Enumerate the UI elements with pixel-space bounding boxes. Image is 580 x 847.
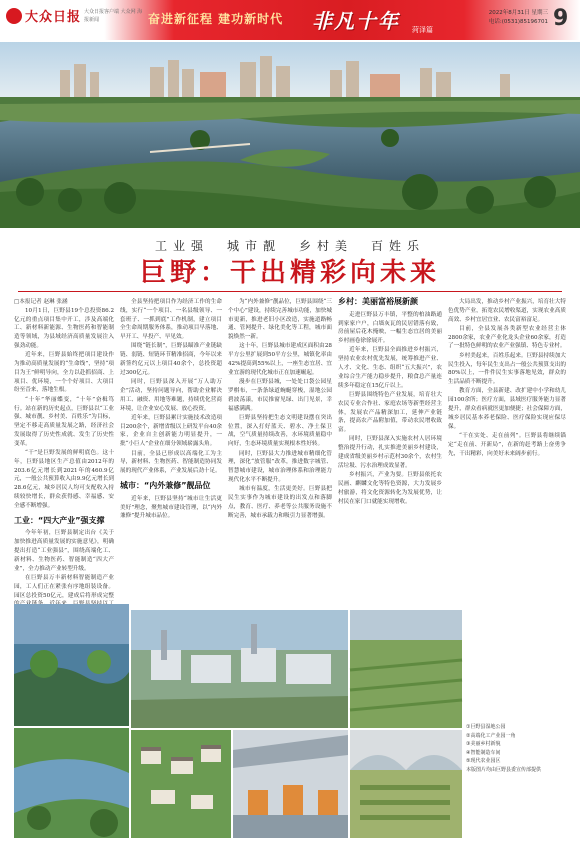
- photo-industrial-park: [131, 610, 348, 728]
- paragraph: 走进巨野县万丰镇，平整的柏油路通到家家户户，白墙灰瓦的民居错落有致，房前屋后花木掩映，一幅生态宜居的美丽乡村画卷徐徐展开。: [338, 311, 442, 345]
- newspaper-logo: [6, 6, 81, 25]
- slogan-big: 非凡十年: [312, 9, 400, 33]
- paragraph: 今年年初，巨野县制定出台《关于加快推进高质量发展的实施意见》，明确提出打造“工业强县”，围绕高端化工、新材料、生物医药、智能制造“四大产业”，全力推动产业转型升级。: [14, 530, 114, 572]
- article-column-2: [120, 298, 222, 598]
- page-info: [452, 9, 548, 27]
- park-image: [14, 728, 129, 838]
- section-subhead: 城市：“内外兼修”靓品位: [120, 480, 211, 490]
- photo-wetland: [14, 604, 129, 726]
- paragraph: 为“内外兼修”靓品位，巨野县围绕“三个中心”建设，持续完善城市功能，加快城市更新，推进老旧小区改造，实施道路畅通、管网提升、绿化美化等工程，城市面貌焕然一新。: [228, 299, 332, 341]
- section-subhead: 工业：“四大产业”强支撑: [14, 515, 105, 525]
- paragraph: 城市有温度，生活更美好。巨野县把民生实事作为城市建设的出发点和落脚点，教育、医疗、养老等公共服务设施不断完善，城市承载力和吸引力显著增强。: [228, 486, 332, 519]
- caption: ③美丽乡村新貌: [466, 741, 501, 748]
- paragraph: 乡村美起来，百姓乐起来。巨野县持续加大民生投入，每年民生支出占一般公共预算支出的80%以上，一件件民生实事落地见效，群众的生活品质不断提升。: [448, 352, 566, 386]
- paragraph: “干”是巨野发展的鲜明底色。这十年，巨野县地区生产总值由2012年的203.6亿元增长到2021年的460.9亿元，一般公共预算收入由9.9亿元增长到28.6亿元，城乡居民人均可支配收入持续较快增长，群众获得感、幸福感、安全感不断增强。: [14, 450, 114, 509]
- article-column-1: [14, 298, 114, 598]
- paragraph: 目前，全县已形成以高端化工为主导，新材料、生物医药、智能制造协同发展的现代产业体系，产业发展后劲十足。: [120, 450, 222, 475]
- paragraph: 近年来，巨野县全面推进乡村振兴，坚持农业农村优先发展，统筹推进产业、人才、文化、生态、组织“五大振兴”，农业综合生产能力稳步提升，粮食总产量连续多年稳定在15亿斤以上。: [338, 347, 442, 389]
- industrial-park-image: [131, 610, 348, 728]
- greenhouse-image: [350, 730, 462, 838]
- paragraph: 在巨野县万丰新材料智能制造产业园，工人们正在紧张有序地组装设备。园区总投资50亿元，建成后将形成完整: [14, 574, 114, 599]
- byline: □本报记者 赵琳 张涵: [14, 299, 68, 305]
- paragraph: “干在实处、走在前列”。巨野县将继续锚定“走在前、开新局”，在新的赶考路上奋勇争先，干出精彩，向美好未来阔步前行。: [448, 432, 566, 457]
- article-column-3: [228, 298, 332, 598]
- article-column-4: [338, 298, 442, 598]
- logo-icon: [6, 8, 22, 24]
- section-subhead: 乡村：美丽富裕展新颜: [338, 297, 418, 306]
- paragraph: 巨野县坚持把生态文明建设摆在突出位置，深入打好蓝天、碧水、净土保卫战，空气质量持续改善，水环境质量稳中向好，生态环境质量实现根本性好转。: [228, 414, 332, 448]
- photo-workshop: [233, 730, 348, 838]
- paragraph: 同时，巨野县深入实施农村人居环境整治提升行动，扎实推进美丽乡村建设，建成省级美丽乡村示范村30余个，农村生活垃圾、污水治理成效显著。: [338, 436, 442, 469]
- headline-rule: [18, 291, 562, 292]
- photo-park: [14, 728, 129, 838]
- page-number: 9: [553, 6, 569, 31]
- article-headline: 巨野：干出精彩向未来: [139, 258, 440, 288]
- paragraph: 近年来，巨野县坚持“城市让生活更美好”理念，聚焦城市建设管理，以“内外兼修”提升城市品位。: [120, 495, 222, 520]
- caption: ⑤现代农业园区: [466, 758, 501, 765]
- caption: ②高端化工产业园一角: [466, 732, 516, 739]
- photo-village: [131, 730, 231, 838]
- logo-text: 大众日报: [25, 10, 82, 25]
- paragraph: “十年”华丽蝶变，“十年”奋楫笃行。站在新的历史起点，巨野县以“工业强、城市靓、乡村美、百姓乐”为目标，坚定不移走高质量发展之路，经济社会发展取得了历史性成就、发生了历史性变革。: [14, 396, 114, 447]
- photo-farm: [350, 610, 462, 728]
- sub-logo: 大众日报客户端 大众网 海报新闻: [84, 9, 143, 23]
- wetland-image: [14, 604, 129, 726]
- masthead: [0, 0, 580, 40]
- hero-photo: [0, 42, 580, 228]
- paragraph: 同时，巨野县深入开展“万人助万企”活动，坚持问题导向，帮助企业解决用工、融资、用地等难题，持续优化营商环境，让企业安心发展、放心投资。: [120, 379, 222, 412]
- paragraph: 教育方面，全县新建、改扩建中小学和幼儿园100余所；医疗方面，县域医疗服务能力显著提升，群众看病就医更加便捷；社会保障方面，城乡居民基本养老保险、医疗保险实现应保尽保。: [448, 388, 566, 430]
- phone: 电话:(0531)85196701: [488, 19, 548, 25]
- paragraph: 10月1日，巨野县19个总投资86.2亿元的重点项目集中开工，涉及高端化工、新材料新能源、生物医药和智能制造等领域，为县域经济高质量发展注入强劲动能。: [14, 307, 114, 349]
- photo-greenhouse: [350, 730, 462, 838]
- village-image: [131, 730, 231, 838]
- paragraph: 目前，全县发展各类新型农业经营主体2800余家，农业产业化龙头企业60余家，打造了一批特色鲜明的农业产业强镇、特色专业村。: [448, 325, 566, 350]
- photo-captions: [466, 723, 566, 775]
- paragraph: 大局出发，推动乡村产业振兴，培育壮大特色优势产业，拓宽农民增收渠道，实现农业高质高效、乡村宜居宜业、农民富裕富足。: [448, 299, 566, 323]
- region-label: 菏泽篇: [412, 26, 433, 34]
- workshop-image: [233, 730, 348, 838]
- caption: ④智能制造车间: [466, 749, 501, 756]
- paragraph: 乡村振兴，产业为要。巨野县依托农民画、麒麟文化等特色资源，大力发展乡村旅游，将文化资源转化为发展优势，让村民在家门口就能实现增收。: [338, 472, 442, 505]
- paragraph: 同时，巨野县大力推进城市精细化管理，深化“放管服”改革，推进数字城管、智慧城市建设，城市治理体系和治理能力现代化水平不断提升。: [228, 450, 332, 483]
- caption: 本版图片均由巨野县委宣传部提供: [466, 766, 542, 773]
- farm-image: [350, 610, 462, 728]
- paragraph: 这十年，巨野县城市建成区面积由28平方公里扩展到50平方公里，城镇化率由42%提高到55%以上，一座生态宜居、宜业宜游的现代化城市正在加速崛起。: [228, 343, 332, 376]
- article-column-5: [448, 298, 566, 718]
- paragraph: 近年来，巨野县始终把项目建设作为推动高质量发展的“生命线”，坚持“项目为王”鲜明导向，全力以赴抓招商、上项目、优环境，一个个好项目、大项目纷至沓来，落地生根。: [14, 352, 114, 394]
- paragraph: 围绕“链长制”，巨野县瞄准产业链缺链、弱链、短链环节精准招商，今年以来新签约亿元以上项目40余个，总投资超过300亿元。: [120, 343, 222, 376]
- paragraph: 巨野县围绕特色产业发展，培育壮大农民专业合作社、家庭农场等新型经营主体，发展农产品精深加工，延伸产业链条，提高农产品附加值，带动农民增收致富。: [338, 391, 442, 434]
- paragraph: 全县坚持把项目作为经济工作的生命线，实行“一个项目、一名县级领导、一套班子、一抓到底”工作机制，建立项目全生命周期服务体系，推动项目早落地、早开工、早投产、早见效。: [120, 299, 222, 341]
- article-kicker: 工业强 城市靓 乡村美 百姓乐: [154, 239, 425, 253]
- hero-cityscape-image: [0, 42, 580, 228]
- date: 2022年8月31日 星期三: [488, 10, 548, 16]
- slogan: 奋进新征程 建功新时代: [148, 12, 284, 26]
- paragraph: 近年来，巨野县累计实施技术改造项目200余个，新增省级以上研发平台40余家，企业自主创新能力明显提升，一批“小巨人”企业在细分领域崭露头角。: [120, 414, 222, 448]
- caption: ①巨野县湿地公园: [466, 724, 506, 730]
- paragraph: 漫步在巨野县城，一处处口袋公园星罗棋布，一条条绿道蜿蜒穿梭，湿地公园碧波荡漾，市民推窗见绿、出门见景，幸福感满满。: [228, 379, 332, 412]
